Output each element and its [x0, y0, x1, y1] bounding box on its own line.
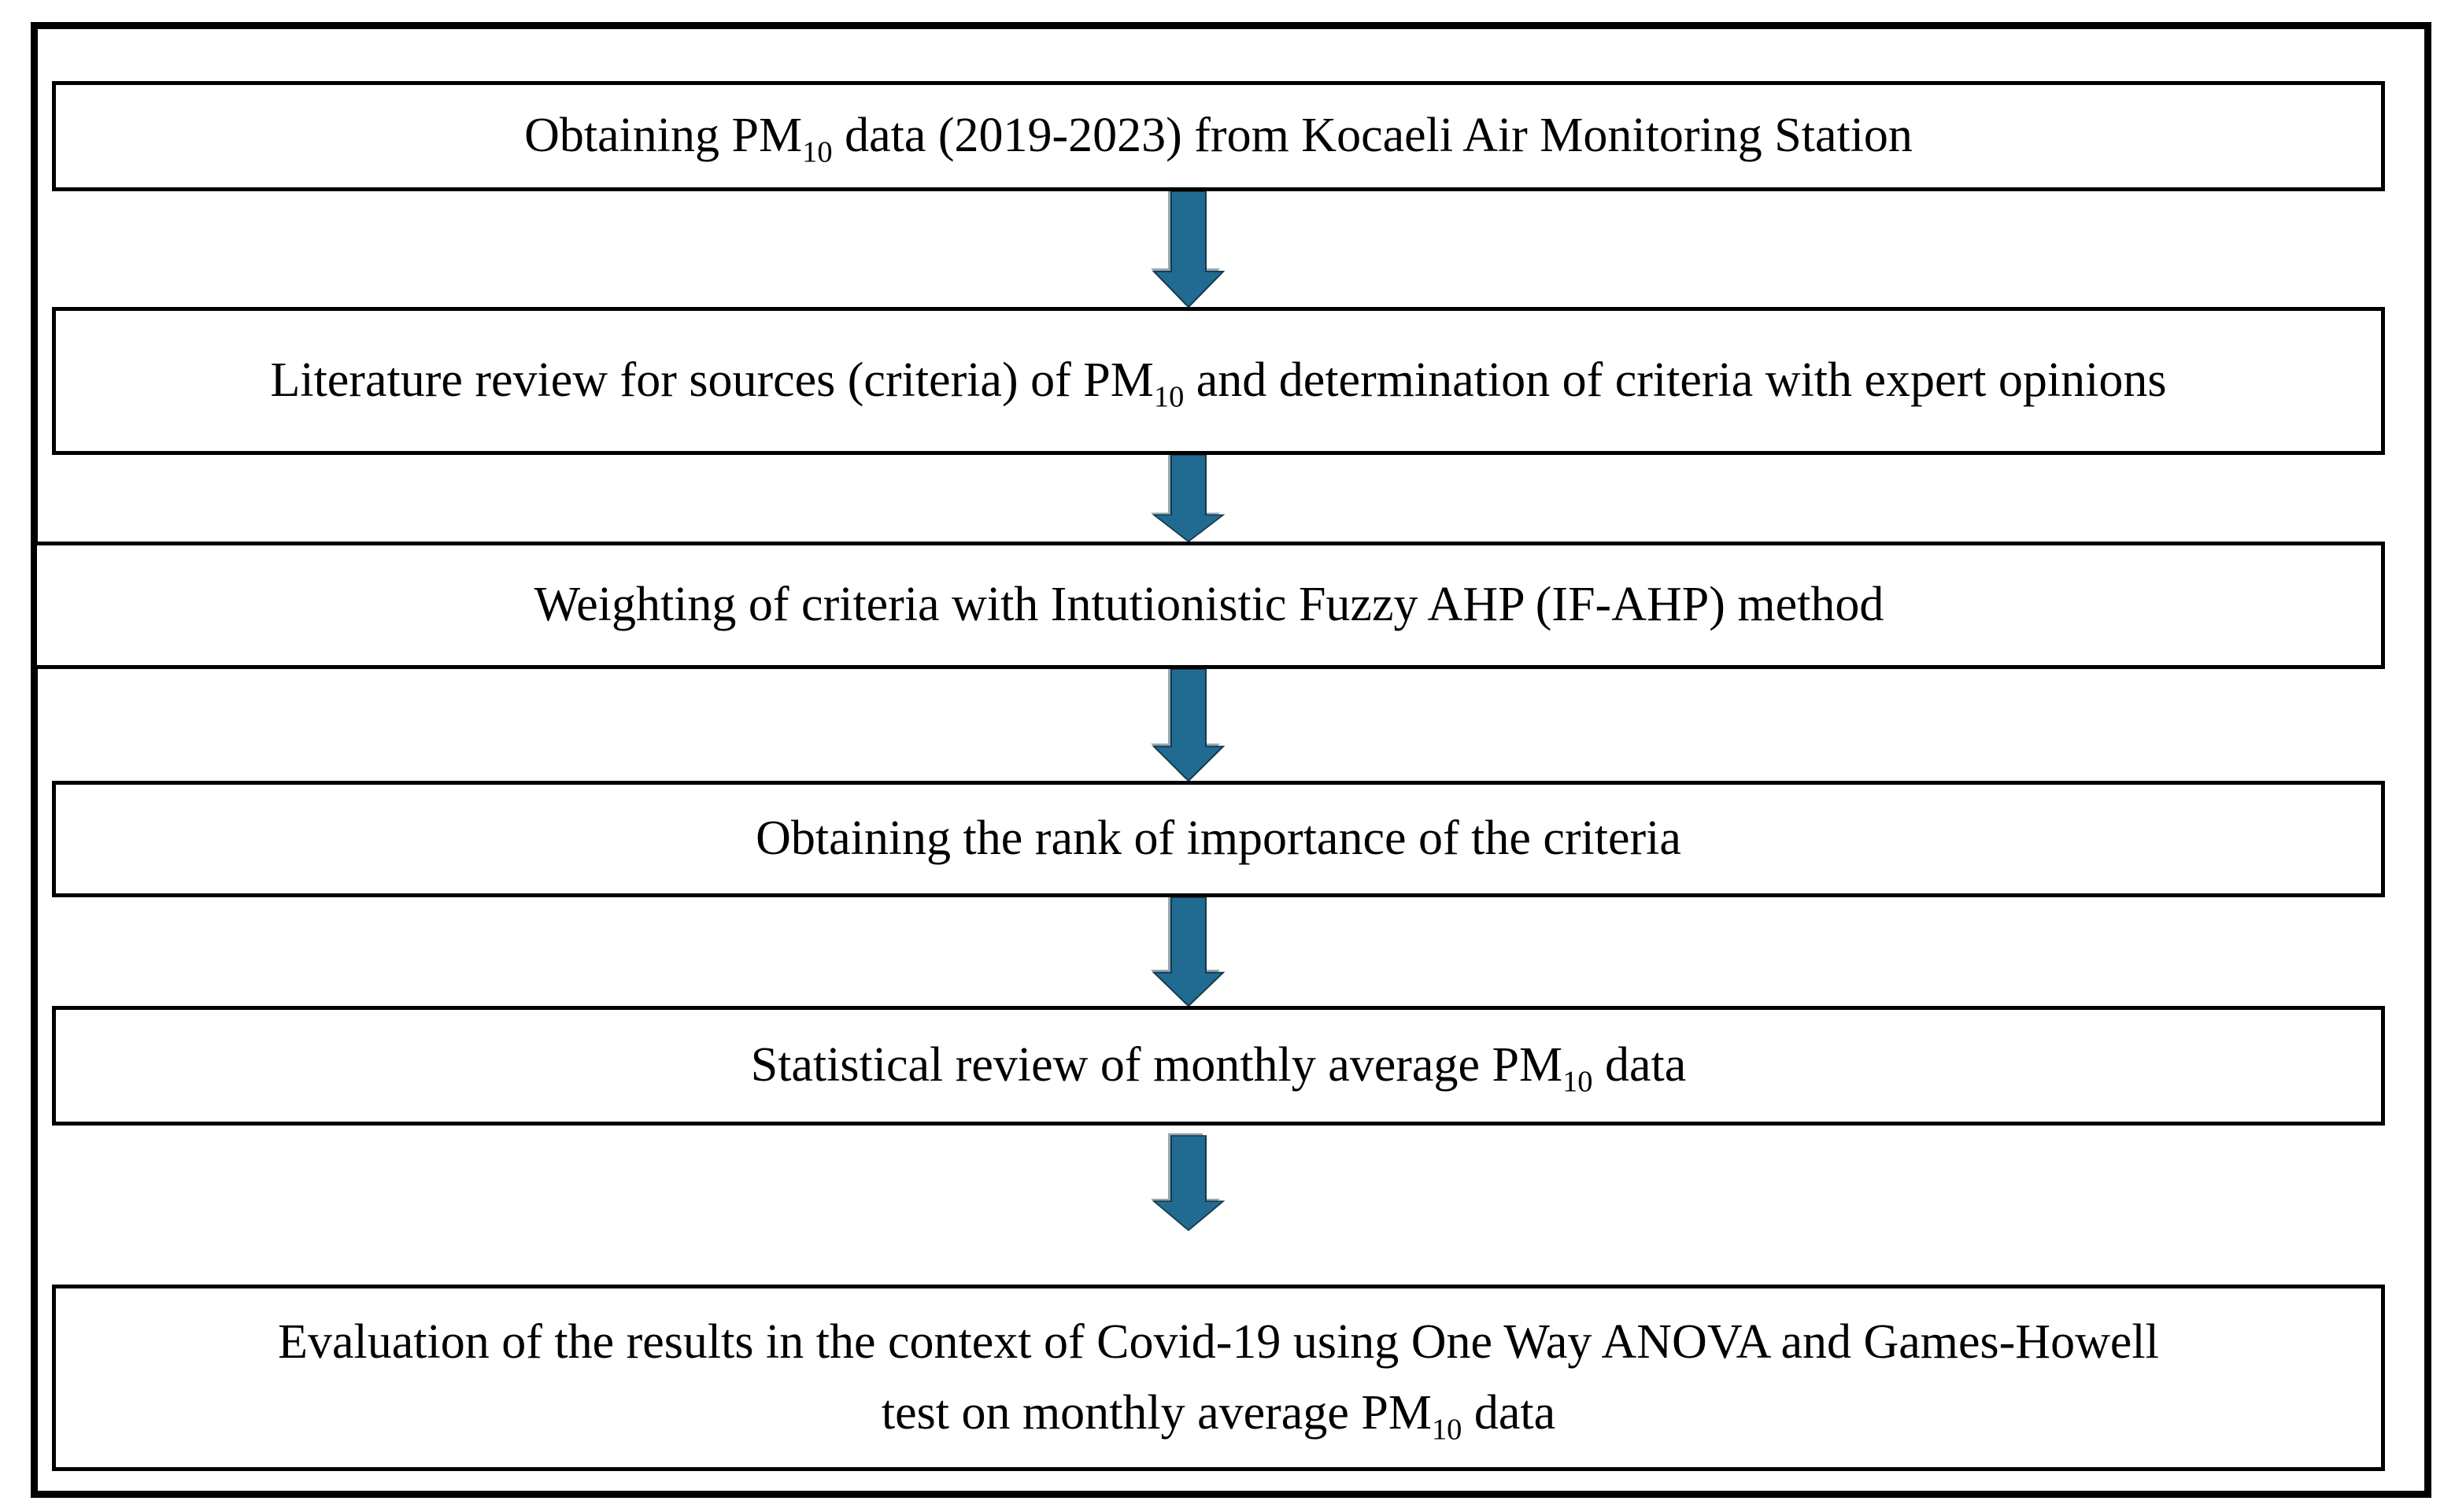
flow-connector-4 [52, 897, 2385, 1006]
flow-box-2 [52, 307, 2385, 455]
text-run: test on monthly average PM [881, 1385, 1432, 1440]
down-arrow-icon [1154, 1136, 1223, 1230]
text-run: Literature review for sources (criteria) of PM [270, 353, 1154, 408]
subscript-run: 10 [1431, 1412, 1462, 1446]
flow-box-1 [52, 81, 2385, 191]
flowchart [52, 29, 2385, 1471]
text-run: data [1462, 1385, 1556, 1440]
text-run: Obtaining PM [524, 109, 803, 163]
flow-connector-3 [52, 669, 2385, 781]
flow-box-5 [52, 1006, 2385, 1126]
flow-connector-2 [52, 455, 2385, 542]
text-run: Statistical review of monthly average PM [750, 1038, 1563, 1092]
flow-box-3 [33, 542, 2385, 669]
text-run: Weighting of criteria with Intutionistic Fuzzy AHP (IF-AHP) method [534, 578, 1884, 632]
flow-connector-5 [52, 1126, 2385, 1285]
text-run: Obtaining the rank of importance of the criteria [756, 811, 1681, 866]
text-run: data (2019-2023) from Kocaeli Air Monitoring Station [832, 109, 1913, 163]
subscript-run: 10 [1153, 380, 1185, 414]
down-arrow-icon [1154, 897, 1223, 1006]
text-run: and determination of criteria with expert opinions [1184, 353, 2167, 408]
subscript-run: 10 [802, 135, 833, 169]
flow-box-text [511, 570, 1908, 641]
down-arrow-icon [1154, 191, 1223, 307]
flow-connector-1 [52, 191, 2385, 307]
flow-box-text [727, 1030, 1710, 1101]
flow-box-6 [52, 1285, 2385, 1471]
flow-box-text [501, 101, 1936, 172]
flow-box-text [732, 804, 1705, 874]
text-run: Evaluation of the results in the context of Covid-19 using One Way ANOVA and Games-Howell [278, 1314, 2159, 1369]
down-arrow-icon [1154, 455, 1223, 542]
flow-box-4 [52, 781, 2385, 897]
text-run: data [1592, 1038, 1687, 1092]
flow-box-text [246, 346, 2190, 416]
flow-box-text [254, 1307, 2183, 1449]
subscript-run: 10 [1562, 1065, 1593, 1099]
down-arrow-icon [1154, 669, 1223, 781]
